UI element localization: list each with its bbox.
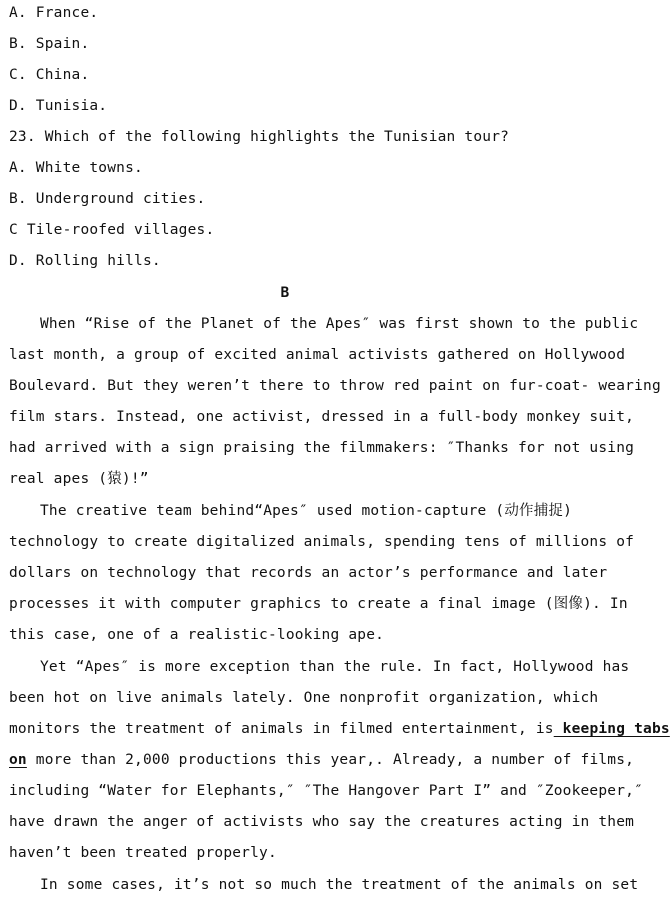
p3-text: monitors the treatment of animals in filmed entertainment, is — [9, 721, 554, 737]
p3-line: been hot on live animals lately. One nonprofit organization, which — [9, 690, 599, 706]
p3-line: have drawn the anger of activists who say the creatures acting in them — [9, 814, 635, 830]
p3-line: Yet “Apes″ is more exception than the rule. In fact, Hollywood has — [40, 659, 630, 675]
q23-option-b: B. Underground cities. — [9, 191, 206, 207]
p1-line: last month, a group of excited animal activists gathered on Hollywood — [9, 347, 626, 363]
underlined-phrase: keeping tabs — [553, 721, 670, 737]
q22-option-b: B. Spain. — [9, 36, 90, 52]
underlined-phrase: on — [9, 752, 27, 768]
p2-line: processes it with computer graphics to create a final image (图像). In — [9, 596, 628, 612]
p3-line: haven’t been treated properly. — [9, 845, 277, 861]
p3-line: including “Water for Elephants,″ ″The Hangover Part I” and ″Zookeeper,″ — [9, 783, 644, 799]
q22-option-d: D. Tunisia. — [9, 98, 108, 114]
q22-option-a: A. France. — [9, 5, 99, 21]
p1-line: real apes (猿)!” — [9, 471, 149, 487]
p2-line: The creative team behind“Apes″ used motion-capture (动作捕捉) — [40, 503, 573, 519]
q22-option-c: C. China. — [9, 67, 90, 83]
p2-line: technology to create digitalized animals, spending tens of millions of — [9, 534, 635, 550]
p3-line — [9, 719, 670, 739]
p1-line: had arrived with a sign praising the filmmakers: ″Thanks for not using — [9, 440, 635, 456]
p2-line: this case, one of a realistic-looking ape. — [9, 627, 385, 643]
p3-text: more than 2,000 productions this year,. Already, a number of films, — [26, 752, 635, 768]
q23-option-c: C Tile-roofed villages. — [9, 222, 215, 238]
p2-line: dollars on technology that records an actor’s performance and later — [9, 565, 608, 581]
p1-line: film stars. Instead, one activist, dressed in a full-body monkey suit, — [9, 409, 635, 425]
p1-line: Boulevard. But they weren’t there to throw red paint on fur-coat- wearing — [9, 378, 661, 394]
q23-option-d: D. Rolling hills. — [9, 253, 161, 269]
q23-option-a: A. White towns. — [9, 160, 143, 176]
q23-question: 23. Which of the following highlights the Tunisian tour? — [9, 129, 510, 145]
section-title: B — [280, 285, 290, 301]
p4-line: In some cases, it’s not so much the treatment of the animals on set — [40, 877, 639, 893]
p1-line: When “Rise of the Planet of the Apes″ was first shown to the public — [40, 316, 639, 332]
p3-line — [9, 750, 635, 770]
